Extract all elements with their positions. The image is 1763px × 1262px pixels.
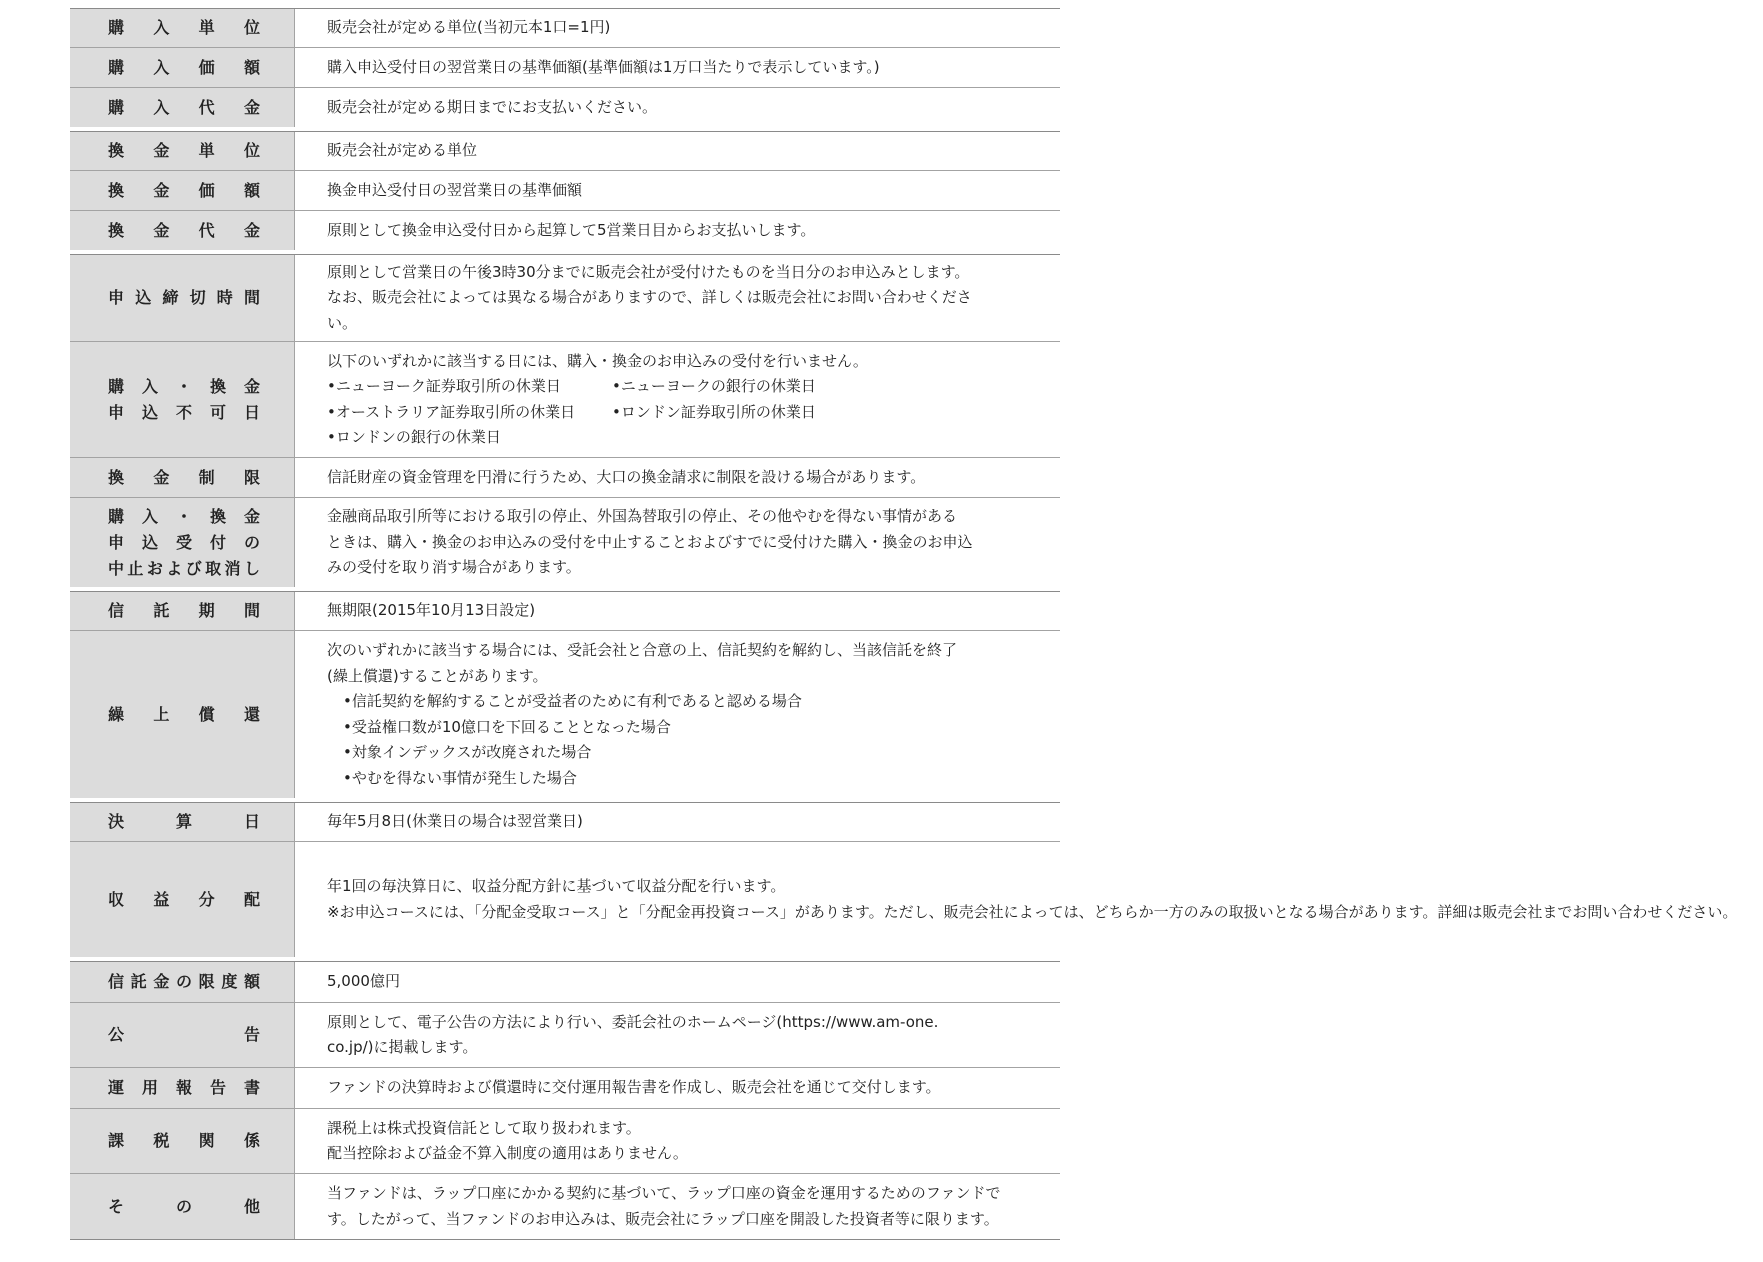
row-label [70,9,295,47]
table-row [70,962,1060,1002]
table-row [70,1002,1060,1067]
row-label-text: 購 入 単 位 [108,18,260,37]
row-content-text: 課税上は株式投資信託として取り扱われます。 [327,1118,641,1137]
row-content-text: 金融商品取引所等における取引の停止、外国為替取引の停止、その他やむを得ない事情がある [327,507,958,526]
row-label-text: 信託金の限度額 [108,972,260,991]
row-label-text: 換 金 制 限 [108,467,260,487]
row-label [70,88,295,127]
row-label-text: 運用報告書 [108,1078,260,1097]
row-content-text: 原則として換金申込受付日から起算して5営業日目からお支払いします。 [327,220,816,239]
row-label-text: そ の 他 [108,1196,260,1216]
holiday-item: •ニューヨークの銀行の休業日 [612,377,816,395]
trust-group [70,591,1060,798]
other-group [70,961,1060,1240]
row-content-text: 販売会社が定める単位(当初元本1口=1円) [327,18,611,37]
row-label [70,255,295,341]
row-content-text: ときは、購入・換金のお申込みの受付を中止することおよびすでに受付けた購入・換金のお申込 [327,532,973,551]
row-content-text: 信託財産の資金管理を円滑に行うため、大口の換金請求に制限を設ける場合があります。 [327,467,926,486]
row-content-text: なお、販売会社によっては異なる場合がありますので、詳しくは販売会社にお問い合わせくださ [327,288,972,307]
row-label [70,1174,295,1239]
table-row [70,841,1738,957]
row-content-text: 換金申込受付日の翌営業日の基準価額 [327,180,583,199]
table-row [70,132,1060,170]
row-label-text: 換 金 価 額 [108,180,260,200]
row-label-text: 購 入 価 額 [108,57,260,77]
row-label [70,1109,295,1173]
row-label-text: 決 算 日 [108,812,260,831]
row-content-text: す。したがって、当ファンドのお申込みは、販売会社にラップ口座を開設した投資者等に限ります。 [327,1209,999,1228]
row-label [70,171,295,210]
row-content-text: 原則として営業日の午後3時30分までに販売会社が受付けたものを当日分のお申込みとします。 [327,262,970,281]
row-content-text: 以下のいずれかに該当する日には、購入・換金のお申込みの受付を行いません。 [327,351,868,370]
row-label [70,631,295,798]
row-label-text: 購入・換金 [108,506,260,526]
purchase-group [70,8,1060,127]
row-label [70,1068,295,1108]
row-label [70,132,295,170]
row-label-text: 課 税 関 係 [108,1131,260,1150]
row-content [295,498,1060,587]
fund-terms-table [70,8,1738,1240]
row-content-text: 販売会社が定める期日までにお支払いください。 [327,97,658,116]
row-content-text: 無期限(2015年10月13日設定) [327,601,536,620]
row-content-text: (繰上償還)することがあります。 [327,666,548,685]
settlement-group [70,802,1738,957]
row-label-text: 信 託 期 間 [108,601,260,620]
row-label-text: 中止および取消し [108,558,260,578]
table-row [70,497,1060,587]
row-content [295,1003,1060,1067]
table-row [70,210,1060,250]
bullet-item: •信託契約を解約することが受益者のために有利であると認める場合 [343,692,802,710]
row-content [295,342,1060,457]
row-content [295,132,1060,170]
row-content [295,48,1060,87]
row-content [295,803,1060,841]
row-label [70,211,295,250]
holiday-pair [327,374,1034,400]
row-content-text: 当ファンドは、ラップ口座にかかる契約に基づいて、ラップ口座の資金を運用するためのファンドで [327,1184,1001,1202]
row-content [295,171,1060,210]
row-label-text: 収 益 分 配 [108,889,260,909]
row-label-text: 申込不可日 [108,402,260,422]
row-content-text: 購入申込受付日の翌営業日の基準価額(基準価額は1万口当たりで表示しています。) [327,57,880,76]
row-label-text: 購入・換金 [108,376,260,396]
table-row [70,255,1060,341]
row-content-text: みの受付を取り消す場合があります。 [327,558,581,577]
row-content [295,631,1060,798]
row-content [295,962,1060,1002]
table-row [70,170,1060,210]
table-row [70,803,1060,841]
redemption-group [70,131,1060,250]
row-label [70,803,295,841]
row-content-text: 販売会社が定める単位 [327,141,478,160]
table-row [70,47,1060,87]
holiday-item: •ロンドン証券取引所の休業日 [612,402,816,421]
table-row [70,457,1060,497]
row-label [70,842,295,957]
row-content [295,458,1060,497]
table-row [70,341,1060,457]
row-content [295,211,1060,250]
row-label [70,592,295,630]
row-content [295,9,1060,47]
row-label-text: 申込受付の [108,532,260,552]
row-label [70,1003,295,1067]
row-label-text: 換 金 単 位 [108,141,260,160]
holiday-item: •オーストラリア証券取引所の休業日 [327,402,576,421]
table-row [70,1108,1060,1173]
row-content-text: ファンドの決算時および償還時に交付運用報告書を作成し、販売会社を通じて交付します。 [327,1078,941,1097]
bullet-item: •対象インデックスが改廃された場合 [343,743,592,761]
bullet-item: •受益権口数が10億口を下回ることとなった場合 [343,717,671,736]
row-content-text: co.jp/)に掲載します。 [327,1038,478,1056]
row-content-text: 次のいずれかに該当する場合には、受託会社と合意の上、信託契約を解約し、当該信託を終了 [327,641,958,659]
table-row [70,1173,1060,1239]
bullet-item: •やむを得ない事情が発生した場合 [343,768,577,787]
row-label [70,48,295,87]
holiday-item: •ニューヨーク証券取引所の休業日 [327,377,561,395]
row-label-text: 繰 上 償 還 [108,704,260,724]
table-row [70,1067,1060,1108]
row-content-text: 毎年5月8日(休業日の場合は翌営業日) [327,812,583,831]
application-group [70,254,1060,587]
distribution-note: ※お申込コースには、「分配金受取コース」と「分配金再投資コース」があります。ただし、販売会社によっては、どちらか一方のみの取扱いとなる場合があります。詳細は販売会社までお問い合わせください。 [327,902,1738,921]
row-label-text: 申込締切時間 [108,288,260,307]
row-label-text: 公 告 [108,1025,260,1044]
row-label-text: 換 金 代 金 [108,220,260,240]
row-content [295,592,1060,630]
row-content-text: 原則として、電子公告の方法により行い、委託会社のホームページ(https://www.am-one. [327,1012,939,1031]
row-content [295,255,1060,341]
table-row [70,630,1060,798]
row-content [295,842,1763,957]
row-label [70,498,295,587]
row-label [70,962,295,1002]
row-label [70,342,295,457]
holiday-pair [327,400,1034,426]
row-content-text: 配当控除および益金不算入制度の適用はありません。 [327,1144,688,1162]
table-row [70,592,1060,630]
row-label-text: 購 入 代 金 [108,97,260,117]
table-row [70,9,1060,47]
row-content [295,1174,1060,1239]
holiday-item: •ロンドンの銀行の休業日 [327,428,501,446]
table-row [70,87,1060,127]
row-content-text: 年1回の毎決算日に、収益分配方針に基づいて収益分配を行います。 [327,877,786,895]
row-content [295,88,1060,127]
row-content [295,1068,1060,1108]
row-content-text: い。 [327,313,358,332]
row-content [295,1109,1060,1173]
row-content-text: 5,000億円 [327,972,400,991]
row-label [70,458,295,497]
